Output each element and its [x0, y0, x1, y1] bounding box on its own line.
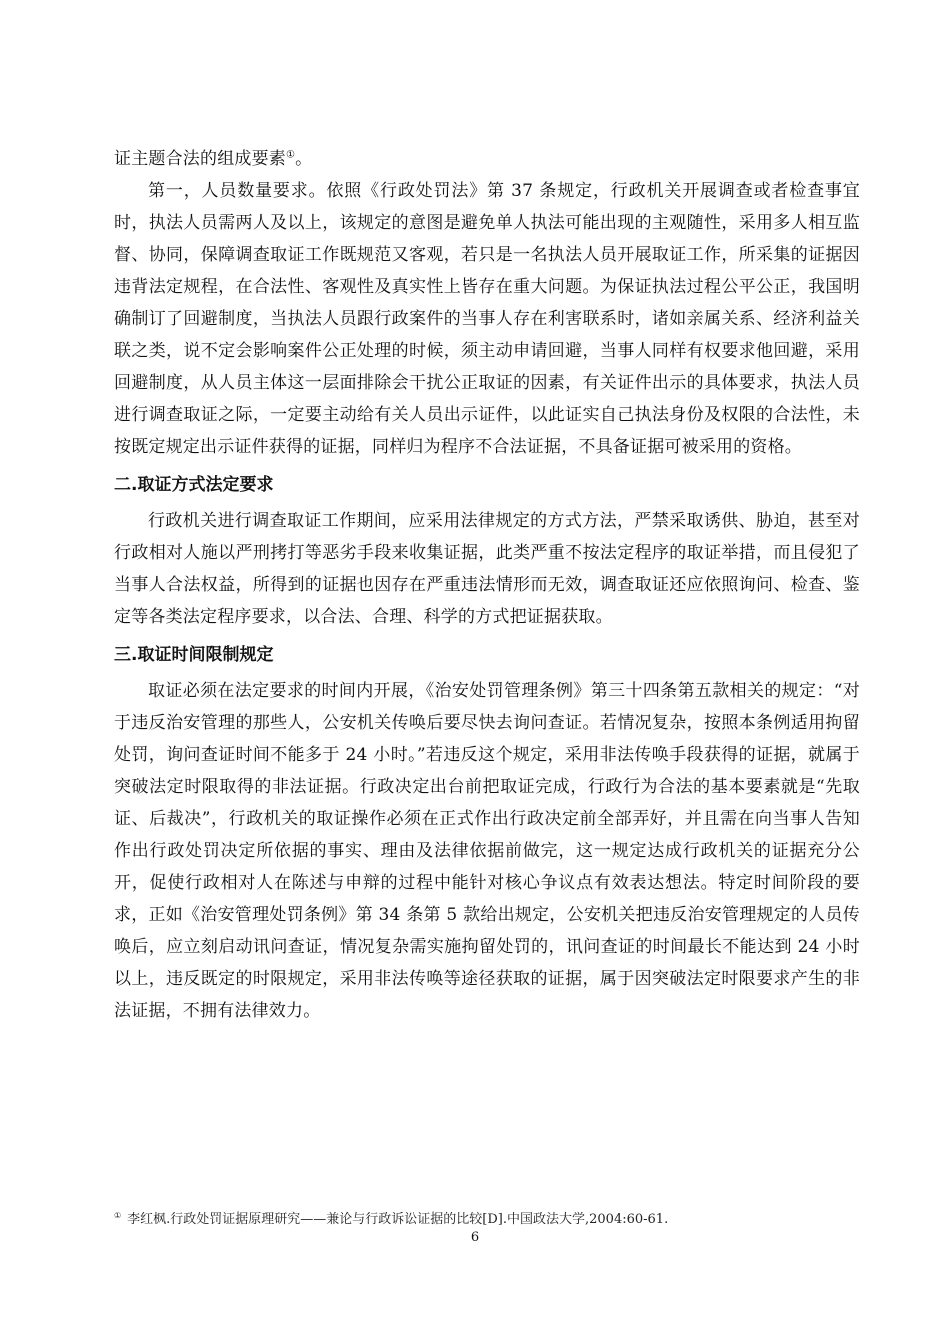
- footnote-mark: ①: [114, 1210, 122, 1220]
- intro-end: 。: [295, 149, 313, 169]
- page-number: 6: [470, 1230, 480, 1245]
- intro-paragraph: [114, 143, 860, 175]
- section-heading-2: 二.取证方式法定要求: [114, 475, 274, 495]
- paragraph-personnel-requirements: 第一，人员数量要求。依照《行政处罚法》第 37 条规定，行政机关开展调查或者检查事宜时，执法人员需两人及以上，该规定的意图是避免单人执法可能出现的主观随性，采用多人相互监督、协同，保障调查取证工作既规范又客观，若只是一名执法人员开展取证工作，所采集的证据因违背法定规程，在合法性、客观性及真实性上皆存在重大问题。为保证执法过程公平公正，我国明确制订了回避制度，当执法人员跟行政案件的当事人存在利害联系时，诸如亲属关系、经济利益关联之类，说不定会影响案件公正处理的时候，须主动申请回避，当事人同样有权要求他回避，采用回避制度，从人员主体这一层面排除会干扰公正取证的因素，有关证件出示的具体要求，执法人员进行调查取证之际，一定要主动给有关人员出示证件，以此证实自己执法身份及权限的合法性，未按既定规定出示证件获得的证据，同样归为程序不合法证据，不具备证据可被采用的资格。: [114, 181, 860, 457]
- paragraph-evidence-methods: 行政机关进行调查取证工作期间，应采用法律规定的方式方法，严禁采取诱供、胁迫，甚至对行政相对人施以严刑拷打等恶劣手段来收集证据，此类严重不按法定程序的取证举措，而且侵犯了当事人合法权益，所得到的证据也因存在严重违法情形而无效，调查取证还应依照询问、检查、鉴定等各类法定程序要求，以合法、合理、科学的方式把证据获取。: [114, 511, 860, 627]
- intro-text: 证主题合法的组成要素: [114, 149, 286, 169]
- footnote-text: 李红枫.行政处罚证据原理研究——兼论与行政诉讼证据的比较[D].中国政法大学,2004:60-61.: [127, 1212, 669, 1227]
- footnote-reference[interactable]: ①: [286, 149, 296, 161]
- section-heading-3: 三.取证时间限制规定: [114, 645, 274, 665]
- paragraph-time-limits: 取证必须在法定要求的时间内开展，《治安处罚管理条例》第三十四条第五款相关的规定：“对于违反治安管理的那些人，公安机关传唤后要尽快去询问查证。若情况复杂，按照本条例适用拘留处罚，询问查证时间不能多于 24 小时。”若违反这个规定，采用非法传唤手段获得的证据，就属于突破法定时限取得的非法证据。行政决定出台前把取证完成，行政行为合法的基本要素就是“先取证、后裁决”，行政机关的取证操作必须在正式作出行政决定前全部弄好，并且需在向当事人告知作出行政处罚决定所依据的事实、理由及法律依据前做完，这一规定达成行政机关的证据充分公开，促使行政相对人在陈述与申辩的过程中能针对核心争议点有效表达想法。特定时间阶段的要求，正如《治安管理处罚条例》第 34 条第 5 款给出规定，公安机关把违反治安管理规定的人员传唤后，应立刻启动讯问查证，情况复杂需实施拘留处罚的，讯问查证的时间最长不能达到 24 小时以上，违反既定的时限规定，采用非法传唤等途径获取的证据，属于因突破法定时限要求产生的非法证据，不拥有法律效力。: [114, 681, 860, 1021]
- footnote: [114, 1210, 854, 1230]
- body-text: [114, 143, 860, 1027]
